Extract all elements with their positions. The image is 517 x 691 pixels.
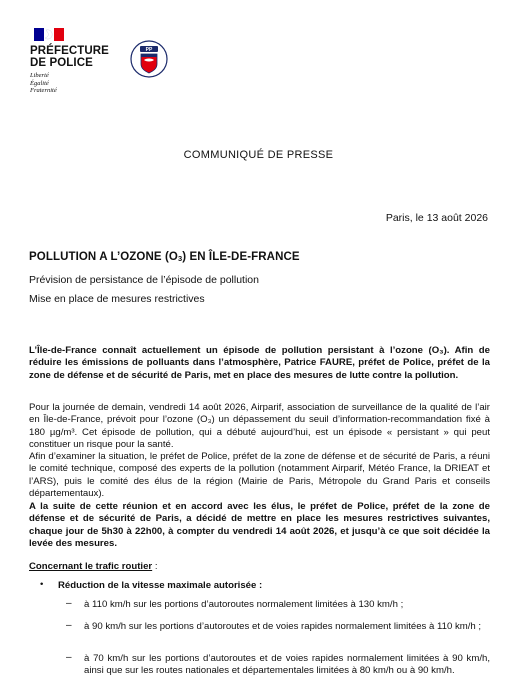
- paragraph-committee: Afin d’examiner la situation, le préfet de Police, préfet de la zone de défense et de sécurité de Paris, a réuni le comité technique, composé des experts de la pollution (notamment Airparif, Météo France, la DRIEAT et l’ARS), puis le comité des élus de la région (Mairie de Paris, Métropole du Grand Paris et conseils départementaux).: [29, 451, 490, 499]
- subtitle-measures: Mise en place de mesures restrictives: [29, 293, 205, 305]
- speed-item-90: à 70 km/h sur les portions d’autoroutes et de voies rapides normalement limitées à 90 km/h, ainsi que sur les routes nationales et départementales limitées à 80 km/h ou à 90 km/h.: [84, 653, 490, 677]
- svg-text:PP: PP: [145, 47, 153, 53]
- marianne-flag-icon: [34, 28, 64, 41]
- motto-egalite: Égalité: [30, 79, 49, 87]
- intro-paragraph: L’Île-de-France connaît actuellement un épisode de pollution persistant à l’ozone (O₃). Afin de réduire les émissions de polluants dans l’atmosphère, Patrice FAURE, préfet de Police, préfet de la zone de défense et de sécurité de Paris, met en place des mesures de lutte contre la pollution.: [29, 345, 490, 381]
- traffic-heading: [29, 561, 490, 573]
- prefecture-police-emblem-icon: [130, 40, 168, 78]
- speed-item-130: à 110 km/h sur les portions d’autoroutes normalement limitées à 130 km/h ;: [84, 599, 404, 610]
- subtitle-forecast: Prévision de persistance de l’épisode de pollution: [29, 274, 259, 286]
- bullet-icon: •: [40, 579, 44, 590]
- speed-item-110: à 90 km/h sur les portions d’autoroutes et de voies rapides normalement limitées à 110 km/h ;: [84, 621, 482, 632]
- bullet-speed-reduction: Réduction de la vitesse maximale autorisée :: [58, 580, 263, 591]
- traffic-heading-colon: :: [152, 561, 158, 572]
- prefecture-logo: [30, 28, 120, 95]
- logo-line1: PRÉFECTURE: [30, 45, 109, 57]
- logo-line2: DE POLICE: [30, 57, 93, 69]
- communique-heading: COMMUNIQUÉ DE PRESSE: [183, 149, 334, 161]
- title-end: ) EN ÎLE-DE-FRANCE: [182, 251, 300, 263]
- title-text: POLLUTION A L’OZONE (O: [29, 251, 178, 263]
- release-date: Paris, le 13 août 2026: [385, 212, 488, 224]
- title-subscript: 3: [177, 254, 183, 263]
- traffic-heading-label: Concernant le trafic routier: [29, 561, 153, 572]
- dash-icon: –: [66, 598, 72, 609]
- paragraph-measures: A la suite de cette réunion et en accord avec les élus, le préfet de Police, préfet de la zone de défense et de sécurité de Paris, a décidé de mettre en place les mesures restrictives suivantes, chaque jour de 5h30 à 22h00, à compter du vendredi 14 août 2026, et jusqu’à ce que soit décidée la levée des mesures.: [29, 501, 490, 549]
- motto-liberte: Liberté: [30, 72, 49, 79]
- dash-icon: –: [66, 620, 72, 631]
- paragraph-forecast: Pour la journée de demain, vendredi 14 août 2026, Airparif, association de surveillance de la qualité de l’air en Île-de-France, prévoit pour l’ozone (O₃) un dépassement du seuil d’information-recommandation fixé à 180 µg/m³. Cet épisode de pollution, qui a débuté aujourd’hui, est un épisode « persistant » qui peut constituer un risque pour la santé.: [29, 402, 490, 450]
- motto-fraternite: Fraternité: [30, 87, 57, 94]
- republic-motto: [30, 72, 120, 95]
- page-title: [29, 251, 300, 263]
- dash-icon: –: [66, 652, 72, 663]
